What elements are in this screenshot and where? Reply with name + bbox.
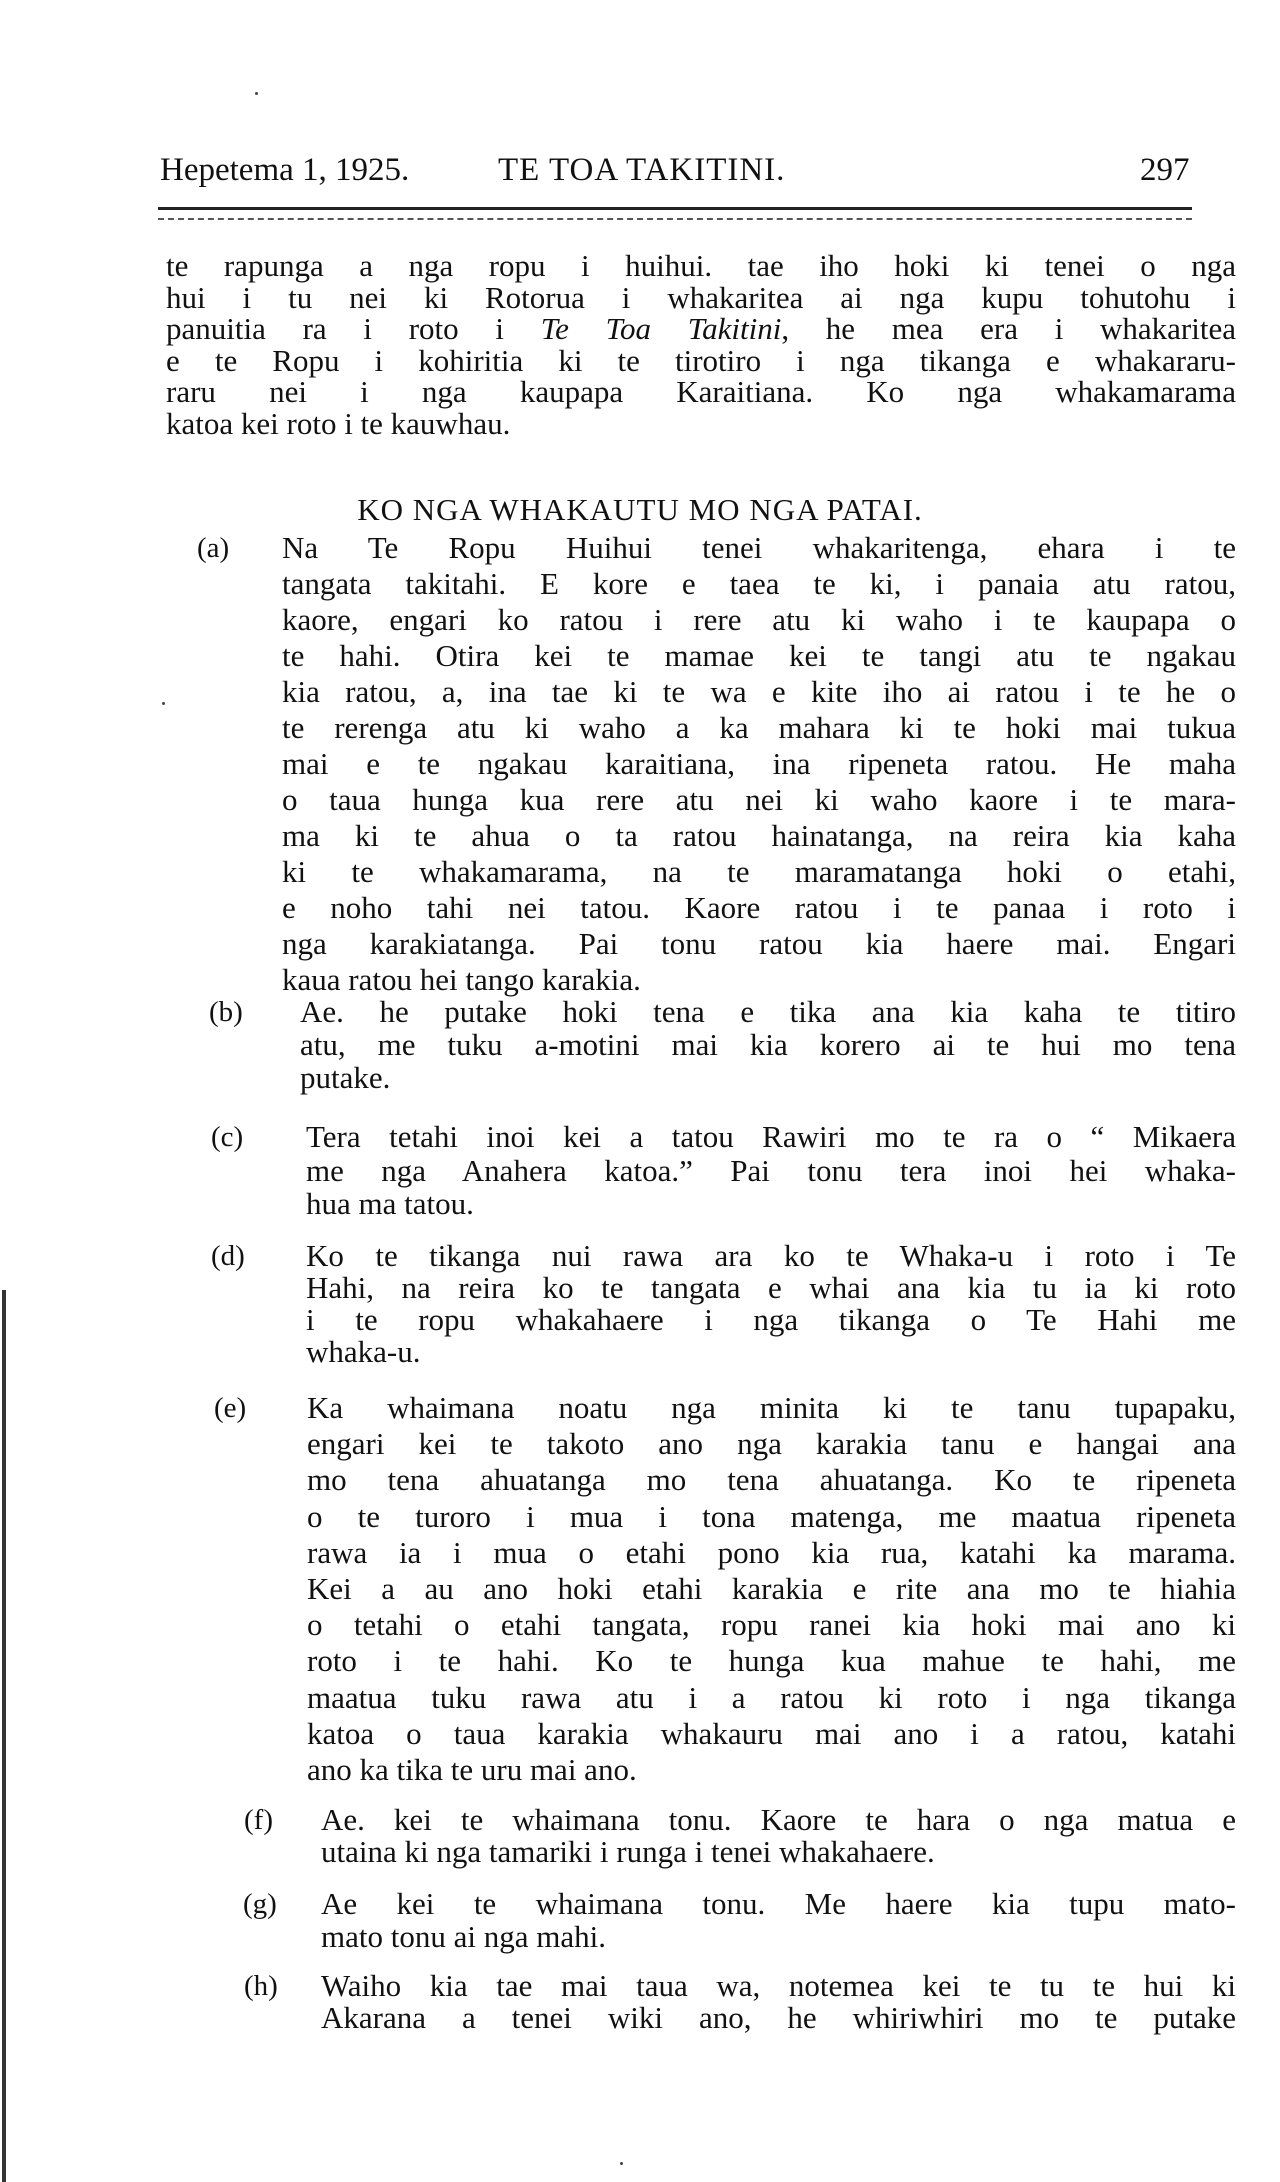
- text-segment: , he mea era i whakaritea: [781, 311, 1237, 346]
- text-line: o taua hunga kua rere atu nei ki waho kaore i te mara-: [282, 782, 1236, 817]
- text-line: [166, 250, 1236, 282]
- text-line: Ko te tikanga nui rawa ara ko te Whaka-u i roto i Te: [306, 1238, 1236, 1273]
- item-label: (h): [244, 1970, 278, 2002]
- text-line: kia ratou, a, ina tae ki te wa e kite iho ai ratou i te he o: [282, 674, 1236, 709]
- text-line: Ae kei te whaimana tonu. Me haere kia tupu mato-: [321, 1886, 1236, 1921]
- text-line: Kei a au ano hoki etahi karakia e rite ana mo te hiahia: [307, 1571, 1236, 1606]
- text-line: katoa o taua karakia whakauru mai ano i a ratou, katahi: [307, 1715, 1236, 1751]
- text-line: maatua tuku rawa atu i a ratou ki roto i nga tikanga: [307, 1679, 1236, 1715]
- text-line: Ae. he putake hoki tena e tika ana kia kaha te titiro: [300, 994, 1236, 1029]
- header-date: Hepetema 1, 1925.: [160, 152, 410, 188]
- header-rule: [158, 207, 1192, 210]
- text-line: tangata takitahi. E kore e taea te ki, i panaia atu ratou,: [282, 566, 1236, 601]
- text-segment: panuitia ra i roto i: [166, 311, 541, 346]
- text-line: Ka whaimana noatu nga minita ki te tanu tupapaku,: [307, 1390, 1236, 1425]
- text-line: [166, 342, 1236, 378]
- header-title: TE TOA TAKITINI.: [498, 152, 786, 188]
- text-line: kaore, engari ko ratou i rere atu ki waho i te kaupapa o: [282, 602, 1236, 637]
- text-segment: te rapunga a nga ropu i huihui. tae iho hoki ki tenei o nga: [166, 248, 1236, 283]
- item-label: (e): [214, 1392, 247, 1424]
- text-line: ma ki te ahua o ta ratou hainatanga, na reira kia kaha: [282, 818, 1236, 853]
- text-line: [166, 279, 1236, 315]
- text-line: Tera tetahi inoi kei a tatou Rawiri mo te ra o “ Mikaera: [306, 1119, 1236, 1154]
- text-line: te hahi. Otira kei te mamae kei te tangi atu te ngakau: [282, 638, 1236, 673]
- text-segment: e te Ropu i kohiritia ki te tirotiro i nga tikanga e whakararu-: [166, 342, 1236, 378]
- text-line: utaina ki nga tamariki i runga i tenei whakahaere.: [321, 1833, 935, 1869]
- text-line: atu, me tuku a-motini mai kia korero ai te hui mo tena: [300, 1027, 1236, 1062]
- text-line: [166, 376, 1236, 408]
- text-line: mato tonu ai nga mahi.: [321, 1919, 606, 1954]
- text-line: o tetahi o etahi tangata, ropu ranei kia hoki mai ano ki: [307, 1607, 1236, 1643]
- text-segment: raru nei i nga kaupapa Karaitiana. Ko nga whakamarama: [166, 374, 1236, 409]
- text-line: Waiho kia tae mai taua wa, notemea kei te tu te hui ki: [321, 1968, 1236, 2003]
- text-line: mai e te ngakau karaitiana, ina ripeneta ratou. He maha: [282, 746, 1236, 781]
- text-line: Akarana a tenei wiki ano, he whiriwhiri mo te putake: [321, 1999, 1236, 2035]
- item-label: (g): [243, 1888, 277, 1920]
- text-line: Ae. kei te whaimana tonu. Kaore te hara o nga matua e: [321, 1802, 1236, 1837]
- item-label: (d): [211, 1240, 245, 1272]
- item-label: (a): [197, 532, 230, 564]
- text-line: [166, 405, 1236, 441]
- text-line: roto i te hahi. Ko te hunga kua mahue te hahi, me: [307, 1643, 1236, 1679]
- text-line: e noho tahi nei tatou. Kaore ratou i te panaa i roto i: [282, 890, 1236, 925]
- text-line: i te ropu whakahaere i nga tikanga o Te Hahi me: [306, 1302, 1236, 1337]
- page-number: 297: [1140, 152, 1190, 188]
- text-line: nga karakiatanga. Pai tonu ratou kia haere mai. Engari: [282, 926, 1236, 961]
- item-label: (b): [209, 996, 243, 1028]
- text-line: engari kei te takoto ano nga karakia tanu e hangai ana: [307, 1426, 1236, 1462]
- text-line: kaua ratou hei tango karakia.: [282, 962, 641, 997]
- item-label: (f): [244, 1804, 273, 1836]
- text-line: [166, 313, 1236, 345]
- text-line: mo tena ahuatanga mo tena ahuatanga. Ko te ripeneta: [307, 1462, 1236, 1498]
- text-line: hua ma tatou.: [306, 1186, 474, 1221]
- text-line: ki te whakamarama, na te maramatanga hoki o etahi,: [282, 854, 1236, 889]
- text-line: ano ka tika te uru mai ano.: [307, 1752, 637, 1787]
- scan-speck: [255, 92, 258, 95]
- item-label: (c): [211, 1121, 244, 1153]
- scan-speck: [620, 2162, 623, 2165]
- italic-title: Te Toa Takitini: [540, 311, 782, 346]
- section-heading: KO NGA WHAKAUTU MO NGA PATAI.: [357, 492, 923, 527]
- text-line: putake.: [300, 1060, 391, 1095]
- text-segment: katoa kei roto i te kauwhau.: [166, 405, 511, 441]
- text-line: Na Te Ropu Huihui tenei whakaritenga, ehara i te: [282, 530, 1236, 565]
- text-line: rawa ia i mua o etahi pono kia rua, katahi ka marama.: [307, 1534, 1236, 1570]
- text-segment: hui i tu nei ki Rotorua i whakaritea ai nga kupu tohutohu i: [166, 279, 1236, 315]
- text-line: whaka-u.: [306, 1334, 421, 1369]
- text-line: o te turoro i mua i tona matenga, me maatua ripeneta: [307, 1498, 1236, 1534]
- scan-speck: [162, 702, 165, 705]
- header-rule-dashed: [158, 218, 1192, 220]
- text-line: te rerenga atu ki waho a ka mahara ki te hoki mai tukua: [282, 710, 1236, 745]
- text-line: me nga Anahera katoa.” Pai tonu tera inoi hei whaka-: [306, 1152, 1236, 1188]
- scan-edge-shadow: [2, 1290, 6, 2182]
- text-line: Hahi, na reira ko te tangata e whai ana kia tu ia ki roto: [306, 1270, 1236, 1305]
